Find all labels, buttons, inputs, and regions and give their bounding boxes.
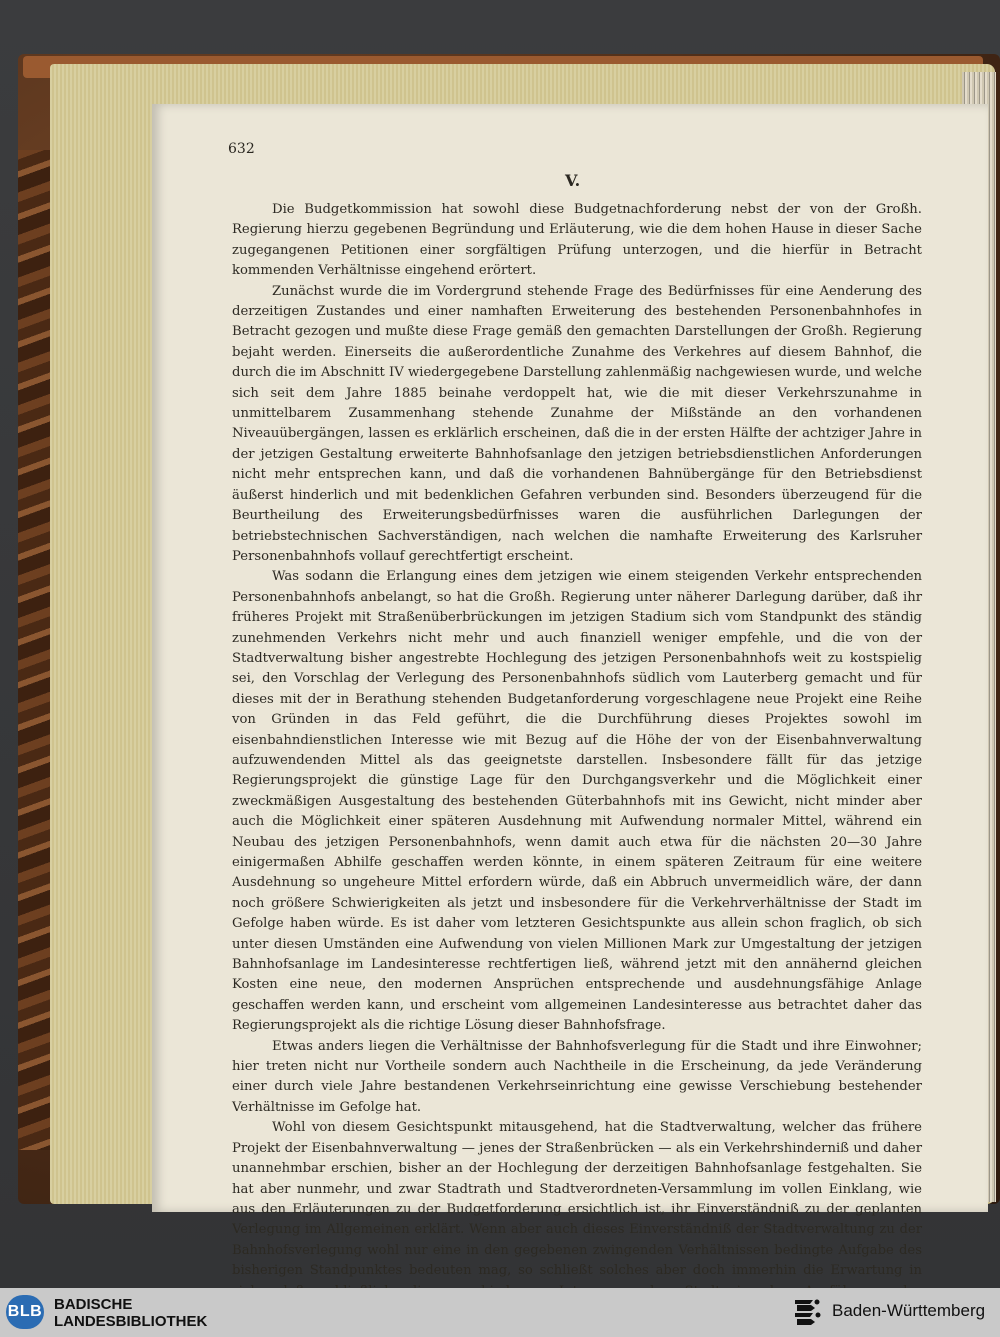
coat-of-arms-lions-icon[interactable] — [791, 1296, 823, 1328]
library-name-line-2: LANDESBIBLIOTHEK — [54, 1313, 208, 1330]
library-name-line-1: BADISCHE — [54, 1296, 133, 1313]
state-name[interactable]: Baden-Württemberg — [832, 1301, 986, 1320]
paragraph: Was sodann die Erlangung eines dem jetzigen wie einem steigenden Verkehr entsprechenden Personenbahnhofs anbelangt, so hat die Großh. Regierung unter näherer Darlegung darüber, daß ihr früheres Projekt mit Straßenüberbrückungen im jetzigen Stadium sich vom Standpunkt des ständig zunehmenden Verkehrs nicht mehr und auch finanziell weniger empfehle, und die von der Stadtverwaltung bisher angestrebte Hochlegung des jetzigen Personenbahnhofs weit zu kostspielig sei, den Vorschlag der Verlegung des Personenbahnhofs südlich vom Lauterberg gemacht und für dieses mit der in Berathung stehenden Budgetanforderung vorgeschlagene neue Projekt eine Reihe von Gründen in das Feld geführt, die die Durchführung dieses Projektes sowohl im eisenbahndienstlichen Interesse wie mit Bezug auf die Höhe der von der Eisenbahnverwaltung aufzuwendenden Mittel als das geeignetste darstellen. Insbesondere fällt für das jetzige Regierungsprojekt die günstige Lage für den Durchgangsverkehr und die Möglichkeit einer zweckmäßigen Ausgestaltung des bestehenden Güterbahnhofs mit ins Gewicht, nicht minder aber auch die Möglichkeit einer späteren Ausdehnung mit Aufwendung normaler Mittel, während ein Neubau des jetzigen Personenbahnhofs, wenn damit auch etwa für die nächsten 20—30 Jahre einigermaßen Abhilfe geschaffen werden könnte, in einem späteren Zeitraum für eine weitere Ausdehnung so ungeheure Mittel erfordern würde, daß ein Abbruch unvermeidlich wäre, der dann noch größere Schwierigkeiten als jetzt und insbesondere für die Verkehrverhältnisse der Stadt im Gefolge haben würde. Es ist daher vom letzteren Gesichtspunkte aus allein schon fraglich, ob sich unter diesen Umständen eine Aufwendung von vielen Millionen Mark zur Umgestaltung der jetzigen Bahnhofsanlage im Landesinteresse rechtfertigen ließ, während jetzt mit den annähernd gleichen Kosten eine neue, den modernen Ansprüchen entsprechende und ausdehnungsfähige Anlage geschaffen werden kann, und erscheint vom allgemeinen Landesinteresse aus betrachtet daher das Regierungsprojekt als die richtige Lösung dieser Bahnhofsfrage. — [232, 569, 922, 1034]
section-heading: V. — [565, 171, 581, 190]
blb-logo[interactable]: BLB — [6, 1295, 44, 1329]
library-name[interactable] — [54, 1296, 207, 1330]
paragraph: Wohl von diesem Gesichtspunkt mitausgehend, hat die Stadtverwaltung, welcher das frühere Projekt der Eisenbahnverwaltung — jenes der Straßenbrücken — als ein Verkehrshinderniß und daher unannehmbar erschien, bisher an der Hochlegung der derzeitigen Bahnhofsanlage festgehalten. Sie hat aber nunmehr, und zwar Stadtrath und Stadtverordneten-Versammlung im vollen Einklang, wie aus den Erläuterungen zu der Budgetforderung ersichtlich ist, ihr Einverständniß zu der geplanten Verlegung im Allgemeinen erklärt. Wenn aber auch dieses Einverständniß der Stadtverwaltung zu der Bahnhofsverlegung wohl nur eine in den gegebenen zwingenden Verhältnissen bedingte Aufgabe des bisherigen Standpunktes bedeuten mag, so schließt solches aber doch immerhin die Erwartung in — [232, 1120, 922, 1279]
paragraph: Etwas anders liegen die Verhältnisse der Bahnhofsverlegung für die Stadt und ihre Einwohner; hier treten nicht nur Vortheile sondern auch Nachtheile in die Erscheinung, da jede Veränderung einer durch viele Jahre bestandenen Verkehrseinrichtung eine gewisse Verschiebung bestehender Verhältnisse im Gefolge hat. — [232, 1038, 922, 1115]
paragraph: Die Budgetkommission hat sowohl diese Budgetnachforderung nebst der von der Großh. Regierung hierzu gegebenen Begründung und Erläuterung, wie die dem hohen Hause in dieser Sache zugegangenen Petitionen einer sorgfältigen Prüfung unterzogen, und die hierfür in Betracht kommenden Verhältnisse eingehend erörtert. — [232, 202, 922, 279]
page-number: 632 — [228, 141, 255, 157]
footer-bar — [0, 1288, 1000, 1337]
paragraph: Zunächst wurde die im Vordergrund stehende Frage des Bedürfnisses für eine Aenderung des derzeitigen Zustandes und einer namhaften Erweiterung des bestehenden Personenbahnhofes in Betracht gezogen und mußte diese Frage gemäß den gemachten Darstellungen der Großh. Regierung bejaht werden. Einerseits die außerordentliche Zunahme des Verkehres auf diesem Bahnhof, die durch die im Abschnitt IV wiedergegebene Darstellung zahlenmäßig nachgewiesen wurde, und welche sich seit dem Jahre 1885 beinahe verdoppelt hat, wie die mit dieser Verkehrszunahme in unmittelbarem Zusammenhang stehende Zunahme der Mißstände an den vorhandenen Niveauübergängen, lassen es erklärlich erscheinen, daß die in der ersten Hälfte der achtziger Jahre in der jetzigen Gestaltung erweiterte Bahnhofsanlage den jetzigen betriebsdienstlichen Anforderungen nicht mehr entsprechen kann, und daß die vorhandenen Bahnübergänge für den Betriebsdienst äußerst hinderlich und mit bedenklichen Gefahren verbunden sind. Besonders überzeugend für die Beurtheilung des Erweiterungsbedürfnisses waren die ausführlichen Darlegungen der betriebstechnischen Sachverständigen, nach welchen die namhafte Erweiterung des Karlsruher Personenbahnhofs vollauf gerechtfertigt erscheint. — [232, 283, 922, 564]
body-text — [232, 200, 922, 1322]
